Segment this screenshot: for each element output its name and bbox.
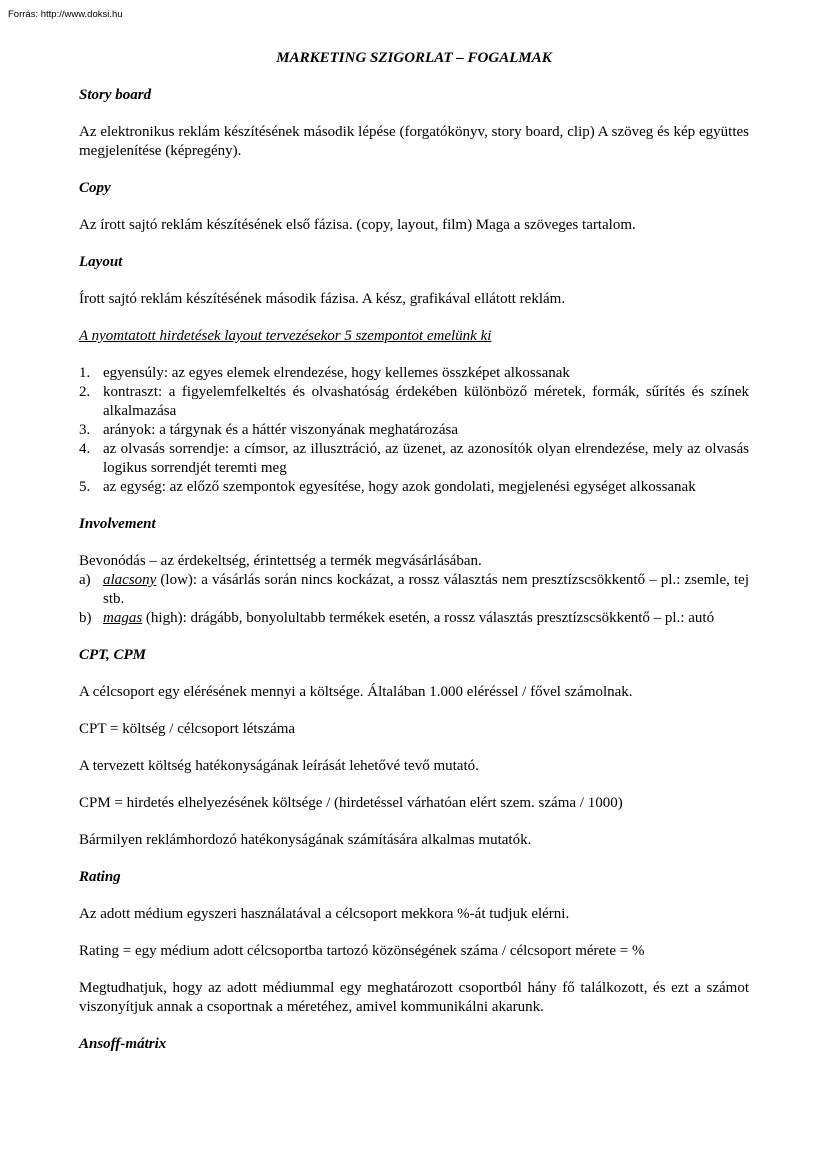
list-item — [79, 421, 749, 440]
heading-involvement: Involvement — [79, 516, 156, 532]
list-marker: 3. — [79, 422, 91, 438]
list-item — [79, 440, 749, 478]
list-item-text: (low): a vásárlás során nincs kockázat, a rossz választás nem presztízscsökkentő – pl.: zsemle, tej stb. — [103, 572, 749, 607]
layout-text: Írott sajtó reklám készítésének második fázisa. A kész, grafikával ellátott reklám. — [79, 291, 566, 307]
list-item — [79, 383, 749, 421]
rating-paragraph: Az adott médium egyszeri használatával a célcsoport mekkora %-át tudjuk elérni. — [79, 906, 570, 922]
list-item — [79, 478, 749, 497]
list-marker: 1. — [79, 365, 91, 381]
list-item-text: arányok: a tárgynak és a háttér viszonyának meghatározása — [103, 422, 458, 438]
source-label: Forrás: http://www.doksi.hu — [8, 9, 123, 20]
list-item — [79, 364, 749, 383]
copy-text: Az írott sajtó reklám készítésének első fázisa. (copy, layout, film) Maga a szöveges tartalom. — [79, 217, 636, 233]
list-item — [79, 571, 749, 609]
list-item-text: az olvasás sorrendje: a címsor, az illusztráció, az üzenet, az azonosítók olyan elrendezése, mely az olvasás logikus sorrendjét teremti meg — [103, 441, 749, 476]
list-marker: b) — [79, 610, 92, 626]
rating-formula: Rating = egy médium adott célcsoportba tartozó közönségének száma / célcsoport mérete = % — [79, 943, 645, 959]
list-marker: 4. — [79, 441, 91, 457]
storyboard-text: Az elektronikus reklám készítésének második lépése (forgatókönyv, story board, clip) A szöveg és kép együttes megjelenítése (képregény). — [79, 124, 749, 159]
list-item-text: kontraszt: a figyelemfelkeltés és olvashatóság érdekében különböző méretek, formák, sűrítés és színek alkalmazása — [103, 384, 749, 419]
list-marker: 2. — [79, 384, 91, 400]
list-item-text: az egység: az előző szempontok egyesítése, hogy azok gondolati, megjelenési egységet alkossanak — [103, 479, 696, 495]
cpt-paragraph: A célcsoport egy elérésének mennyi a költsége. Általában 1.000 eléréssel / fővel számolnak. — [79, 684, 633, 700]
involvement-lead: Bevonódás – az érdekeltség, érintettség a termék megvásárlásában. — [79, 553, 482, 569]
list-item — [79, 609, 749, 628]
involvement-list — [79, 571, 749, 628]
term-low: alacsony — [103, 572, 157, 588]
term-high: magas — [103, 610, 143, 626]
list-marker: a) — [79, 572, 91, 588]
cpm-formula: CPM = hirdetés elhelyezésének költsége / (hirdetéssel várhatóan elért szem. száma / 1000) — [79, 795, 623, 811]
layout-subheading: A nyomtatott hirdetések layout tervezésekor 5 szempontot emelünk ki — [79, 328, 492, 344]
cpt-formula: CPT = költség / célcsoport létszáma — [79, 721, 296, 737]
heading-layout: Layout — [79, 254, 123, 270]
document-page — [79, 49, 749, 1072]
heading-storyboard: Story board — [79, 87, 152, 103]
list-marker: 5. — [79, 479, 91, 495]
list-item-text: (high): drágább, bonyolultabb termékek esetén, a rossz választás presztízscsökkentő – pl.: autó — [142, 610, 715, 626]
layout-criteria-list — [79, 364, 749, 497]
list-item-text: egyensúly: az egyes elemek elrendezése, hogy kellemes összképet alkossanak — [103, 365, 570, 381]
page-title: MARKETING SZIGORLAT – FOGALMAK — [276, 50, 552, 66]
cpt-paragraph: Bármilyen reklámhordozó hatékonyságának számítására alkalmas mutatók. — [79, 832, 532, 848]
heading-ansoff: Ansoff-mátrix — [79, 1036, 167, 1052]
heading-copy: Copy — [79, 180, 111, 196]
rating-paragraph: Megtudhatjuk, hogy az adott médiummal egy meghatározott csoportból hány fő találkozott, és ezt a számot viszonyítjuk annak a csoportnak a méretéhez, amivel kommunikálni akarunk. — [79, 980, 749, 1015]
cpt-paragraph: A tervezett költség hatékonyságának leírását lehetővé tevő mutató. — [79, 758, 479, 774]
heading-rating: Rating — [79, 869, 121, 885]
heading-cpt-cpm: CPT, CPM — [79, 647, 146, 663]
